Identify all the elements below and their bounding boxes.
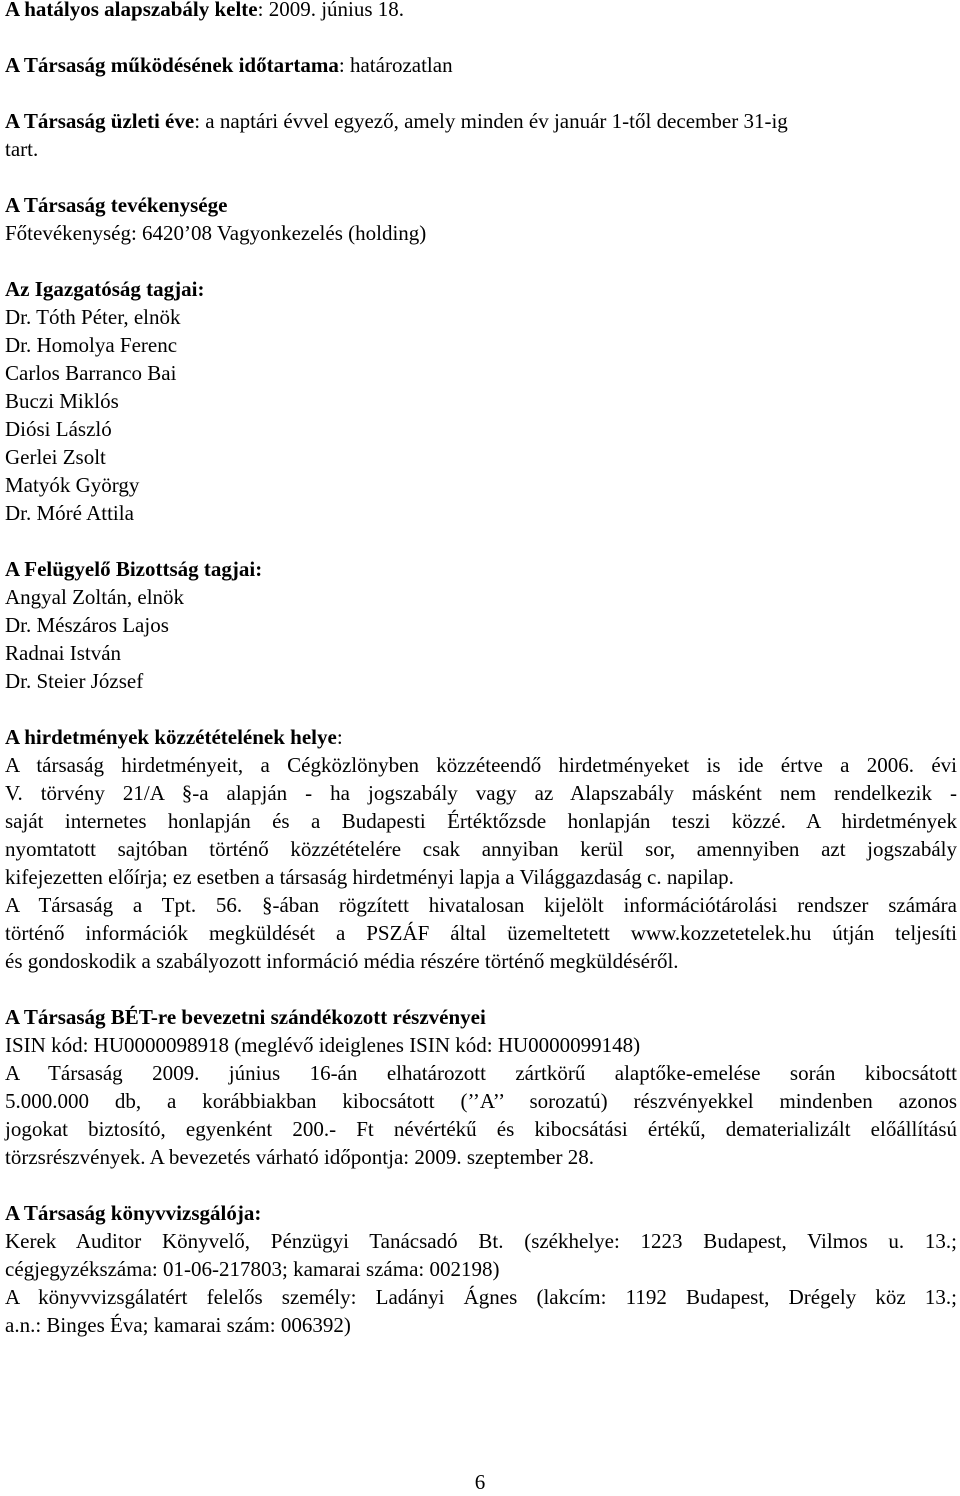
idotartam-value: : határozatlan — [338, 53, 453, 77]
felugyelo-member: Angyal Zoltán, elnök — [5, 585, 185, 609]
igazgatosag-member: Buczi Miklós — [5, 389, 119, 413]
konyvvizsgalo-heading — [5, 1199, 957, 1227]
bet-text: törzsrészvények. A bevezetés várható időpontja: 2009. szeptember 28. — [5, 1145, 594, 1169]
fotevekenyseg: Főtevékenység: 6420’08 Vagyonkezelés (holding) — [5, 221, 427, 245]
felugyelo-member: Dr. Steier József — [5, 669, 144, 693]
felugyelo-heading — [5, 555, 957, 583]
felugyelo-member: Radnai István — [5, 641, 122, 665]
bet-text: jogokat biztosító, egyenként 200.- Ft névértékű és kibocsátási értékű, dematerializált előállítású — [5, 1117, 957, 1141]
hirdetmenyek-text: A Társaság a Tpt. 56. §-ában rögzített hivatalosan kijelölt információtárolási rendszer számára — [5, 893, 957, 917]
bet-heading — [5, 1003, 957, 1031]
felugyelo-label: A Felügyelő Bizottság tagjai: — [5, 557, 263, 581]
konyvvizsgalo-text: A könyvvizsgálatért felelős személy: Ladányi Ágnes (lakcím: 1192 Budapest, Drégely köz 13.; — [5, 1285, 957, 1309]
page-number: 6 — [474, 1470, 486, 1494]
uzleti-ev-cont: tart. — [5, 137, 39, 161]
bet-text: 5.000.000 db, a korábbiakban kibocsátott (’’A’’ sorozatú) részvényekkel mindenben azonos — [5, 1089, 957, 1113]
idotartam-label: A Társaság működésének időtartama — [5, 53, 339, 77]
hirdetmenyek-text: kifejezetten előírja; ez esetben a társaság hirdetményi lapja a Világgazdaság c. napilap. — [5, 865, 734, 889]
konyvvizsgalo-text: cégjegyzékszáma: 01-06-217803; kamarai száma: 002198) — [5, 1257, 500, 1281]
hirdetmenyek-text: saját internetes honlapján és a Budapesti Értéktőzsde honlapján teszi közzé. A hirdetmények — [5, 809, 957, 833]
hirdetmenyek-text: nyomtatott sajtóban történő közzétételére csak annyiban kerül sor, amennyiben azt jogszabály — [5, 837, 957, 861]
alapszabaly-label: A hatályos alapszabály kelte — [5, 0, 258, 21]
konyvvizsgalo-label: A Társaság könyvvizsgálója: — [5, 1201, 262, 1225]
felugyelo-member: Dr. Mészáros Lajos — [5, 613, 169, 637]
igazgatosag-member: Dr. Móré Attila — [5, 501, 134, 525]
tevekenyseg-heading — [5, 191, 957, 219]
tevekenyseg-label: A Társaság tevékenysége — [5, 193, 228, 217]
igazgatosag-member: Dr. Homolya Ferenc — [5, 333, 178, 357]
hirdetmenyek-text: és gondoskodik a szabályozott információ média részére történő megküldéséről. — [5, 949, 679, 973]
igazgatosag-heading — [5, 275, 957, 303]
igazgatosag-label: Az Igazgatóság tagjai: — [5, 277, 205, 301]
konyvvizsgalo-text: a.n.: Binges Éva; kamarai szám: 006392) — [5, 1313, 351, 1337]
alapszabaly-line — [5, 0, 957, 23]
bet-text: A Társaság 2009. június 16-án elhatározott zártkörű alaptőke-emelése során kibocsátott — [5, 1061, 957, 1085]
hirdetmenyek-heading — [5, 723, 957, 751]
document-page — [5, 0, 957, 1339]
hirdetmenyek-text: V. törvény 21/A §-a alapján - ha jogszabály vagy az Alapszabály másként nem rendelkezik - — [5, 781, 957, 805]
hirdetmenyek-text: A társaság hirdetményeit, a Cégközlönyben közzéteendő hirdetményeket is ide értve a 2006. évi — [5, 753, 957, 777]
alapszabaly-value: : 2009. június 18. — [257, 0, 405, 21]
igazgatosag-member: Gerlei Zsolt — [5, 445, 106, 469]
hirdetmenyek-label: A hirdetmények közzétételének helye — [5, 725, 337, 749]
bet-text: ISIN kód: HU0000098918 (meglévő ideiglenes ISIN kód: HU0000099148) — [5, 1033, 641, 1057]
konyvvizsgalo-text: Kerek Auditor Könyvelő, Pénzügyi Tanácsadó Bt. (székhelye: 1223 Budapest, Vilmos u. 13.; — [5, 1229, 957, 1253]
uzleti-ev-value: : a naptári évvel egyező, amely minden év január 1-től december 31-ig — [194, 109, 788, 133]
hirdetmenyek-colon: : — [336, 725, 343, 749]
idotartam-line — [5, 51, 957, 79]
uzleti-ev-line — [5, 107, 957, 135]
igazgatosag-member: Carlos Barranco Bai — [5, 361, 177, 385]
igazgatosag-member: Dr. Tóth Péter, elnök — [5, 305, 181, 329]
hirdetmenyek-text: történő információk megküldését a PSZÁF által üzemeltetett www.kozzetetelek.hu útján teljesíti — [5, 921, 957, 945]
uzleti-ev-label: A Társaság üzleti éve — [5, 109, 195, 133]
bet-label: A Társaság BÉT-re bevezetni szándékozott részvényei — [5, 1005, 486, 1029]
igazgatosag-member: Diósi László — [5, 417, 112, 441]
igazgatosag-member: Matyók György — [5, 473, 140, 497]
